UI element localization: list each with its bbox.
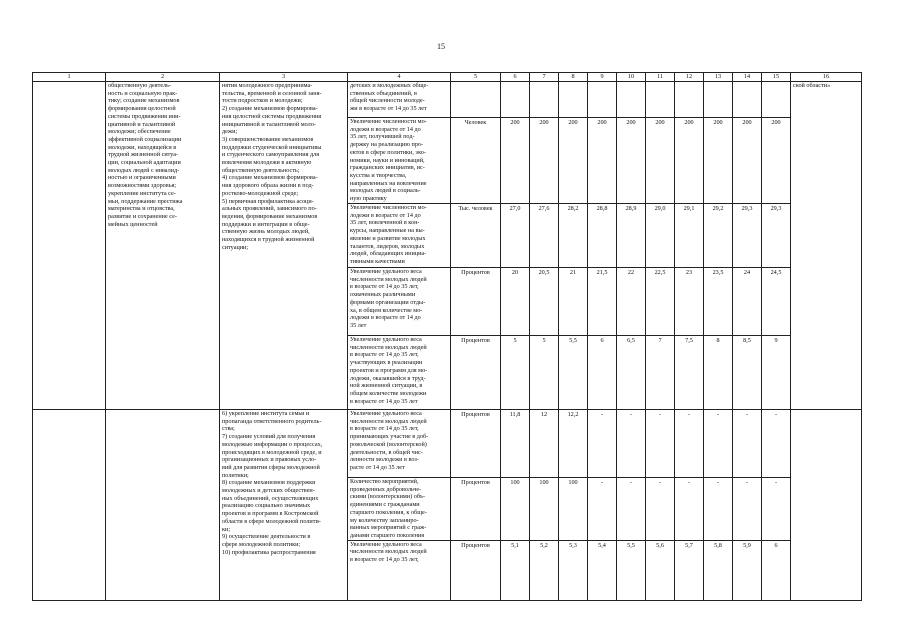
value-cell: 28,2 (559, 204, 588, 268)
page-number: 15 (437, 42, 445, 51)
value-cell: - (617, 478, 646, 541)
value-cell: 200 (762, 118, 791, 204)
value-cell: 200 (704, 118, 733, 204)
header-cell: 7 (530, 73, 559, 82)
tasks-text-cell: 6) укрепление института семьи и пропаганда ответственного родитель- ства; 7) создание условий для получения молодежью информации о процессах, происходящих в молодежной среде, и организационных и правовых усло- вий для развития сферы молодежной политики; 8) создание механизмов поддержки молодежных и детских обществен- ных объединений, осуществляющих реализацию социально значимых проектов и программ в Костромской области в сфере молодежной полити- ки; 9) осуществление деятельности в сфере молодежной политики; 10) профилактика распространения (220, 410, 348, 601)
responsible-cell: ской области» (791, 82, 862, 410)
goal-text-cell: общественную деятель- ность и социальную прак- тику; создание механизмов формирования целостной системы продвижения ини- циативной и талантливой молодежи; обеспечение эффективной социализации молодежи, находящейся в трудной жизненной ситуа- ции, социальной адаптации молодых людей с инвалид- ностью и ограниченными возможностями здоровья; укрепление института се- мьи, поддержание престижа материнства и отцовства, развитие и сохранение се- мейных ценностей (106, 82, 220, 410)
unit-cell: Человек (451, 118, 501, 204)
header-cell: 8 (559, 73, 588, 82)
value-cell: 29,2 (704, 204, 733, 268)
value-cell (704, 82, 733, 118)
value-cell (530, 82, 559, 118)
value-cell: 100 (530, 478, 559, 541)
value-cell: - (617, 410, 646, 478)
value-cell: 6 (762, 540, 791, 600)
value-cell: 22 (617, 268, 646, 336)
value-cell: 6,5 (617, 336, 646, 410)
header-cell: 15 (762, 73, 791, 82)
value-cell: 29,0 (646, 204, 675, 268)
value-cell: 100 (559, 478, 588, 541)
indicator-cell: детских и молодежных обще- ственных объединений, в общей численности молоде- жи в возрасте от 14 до 35 лет (348, 82, 451, 118)
value-cell: 200 (617, 118, 646, 204)
value-cell: 5,5 (617, 540, 646, 600)
indicator-cell: Увеличение удельного веса численности молодых людей в возрасте от 14 до 35 лет, (348, 540, 451, 600)
unit-cell: Процентов (451, 268, 501, 336)
value-cell: - (733, 410, 762, 478)
value-cell: 200 (559, 118, 588, 204)
header-cell: 6 (501, 73, 530, 82)
indicator-cell: Увеличение численности мо- лодежи в возрасте от 14 до 35 лет, получившей под- держку на реализацию про- ектов в сфере политики, эко- номики, науки и инноваций, гражданских инициатив, ис- кусства и творчества, направленных на вовлечение молодых людей в социаль- ную практику (348, 118, 451, 204)
value-cell: 5,4 (588, 540, 617, 600)
header-cell: 2 (106, 73, 220, 82)
header-cell: 5 (451, 73, 501, 82)
value-cell (733, 82, 762, 118)
unit-cell: Тыс. человек (451, 204, 501, 268)
indicator-cell: Увеличение численности мо- лодежи в возрасте от 14 до 35 лет, вовлеченной в кон- курсы, направленные на вы- явление и развитие молодых талантов, лидеров, молодых людей, обладающих инициа- тивными качествами (348, 204, 451, 268)
header-cell: 1 (33, 73, 106, 82)
value-cell: 7 (646, 336, 675, 410)
table-row (33, 410, 862, 478)
value-cell (501, 82, 530, 118)
value-cell: 5,6 (646, 540, 675, 600)
value-cell: 200 (675, 118, 704, 204)
value-cell: 200 (646, 118, 675, 204)
header-cell: 12 (675, 73, 704, 82)
value-cell: 20 (501, 268, 530, 336)
indicator-cell: Увеличение удельного веса численности молодых людей в возрасте от 14 до 35 лет, охваченных различными формами организации отды- ха, в общем количестве мо- лодежи в возрасте от 14 до 35 лет (348, 268, 451, 336)
value-cell: - (762, 478, 791, 541)
value-cell: 29,3 (762, 204, 791, 268)
value-cell (646, 82, 675, 118)
value-cell: 6 (588, 336, 617, 410)
value-cell: 28,8 (588, 204, 617, 268)
value-cell: - (704, 478, 733, 541)
header-cell: 14 (733, 73, 762, 82)
value-cell: 5,8 (704, 540, 733, 600)
value-cell (588, 82, 617, 118)
value-cell (675, 82, 704, 118)
value-cell: - (704, 410, 733, 478)
value-cell: 24 (733, 268, 762, 336)
value-cell: 22,5 (646, 268, 675, 336)
header-cell: 9 (588, 73, 617, 82)
value-cell: 28,9 (617, 204, 646, 268)
value-cell: 200 (733, 118, 762, 204)
value-cell: - (675, 410, 704, 478)
unit-cell: Процентов (451, 336, 501, 410)
header-cell: 13 (704, 73, 733, 82)
value-cell: 9 (762, 336, 791, 410)
value-cell: 12,2 (559, 410, 588, 478)
value-cell: 100 (501, 478, 530, 541)
indicator-cell: Количество мероприятий, проведенных добровольче- скими (волонтерскими) объ- единениями с гражданами старшего поколения, к обще- му количеству запланиро- ванных мероприятий с граж- данами старшего поколения (348, 478, 451, 541)
value-cell: 5,9 (733, 540, 762, 600)
value-cell: 12 (530, 410, 559, 478)
value-cell: 27,6 (530, 204, 559, 268)
value-cell: 24,5 (762, 268, 791, 336)
value-cell: 11,8 (501, 410, 530, 478)
value-cell: - (588, 410, 617, 478)
empty-cell (33, 82, 106, 410)
unit-cell (451, 82, 501, 118)
value-cell: 5 (501, 336, 530, 410)
indicator-cell: Увеличение удельного веса численности молодых людей в возрасте от 14 до 35 лет, принимающих участие в доб- ровольческой (волонтерской) деятельности, в общей чис- ленности молодежи в воз- расте от 14 до 35 лет (348, 410, 451, 478)
value-cell: 8 (704, 336, 733, 410)
unit-cell: Процентов (451, 478, 501, 541)
unit-cell: Процентов (451, 540, 501, 600)
indicators-table (32, 72, 862, 601)
header-row (33, 73, 862, 82)
indicator-cell: Увеличение удельного веса численности молодых людей в возрасте от 14 до 35 лет, участвующих в реализации проектов и программ для мо- лодежи, оказавшейся в труд- ной жизненной ситуации, в общем количестве молодежи в возрасте от 14 до 35 лет (348, 336, 451, 410)
value-cell: 21,5 (588, 268, 617, 336)
value-cell: - (646, 410, 675, 478)
value-cell (762, 82, 791, 118)
value-cell (617, 82, 646, 118)
value-cell: 20,5 (530, 268, 559, 336)
value-cell: - (646, 478, 675, 541)
unit-cell: Процентов (451, 410, 501, 478)
header-cell: 11 (646, 73, 675, 82)
header-cell: 10 (617, 73, 646, 82)
empty-cell (106, 410, 220, 601)
value-cell: 5 (530, 336, 559, 410)
value-cell: 5,2 (530, 540, 559, 600)
value-cell: - (733, 478, 762, 541)
value-cell: 29,3 (733, 204, 762, 268)
table-row (33, 82, 862, 118)
value-cell: 200 (530, 118, 559, 204)
value-cell (559, 82, 588, 118)
value-cell: 5,1 (501, 540, 530, 600)
header-cell: 3 (220, 73, 348, 82)
value-cell: 7,5 (675, 336, 704, 410)
value-cell: 23,5 (704, 268, 733, 336)
value-cell: - (588, 478, 617, 541)
value-cell: - (675, 478, 704, 541)
empty-cell (33, 410, 106, 601)
value-cell: 8,5 (733, 336, 762, 410)
value-cell: 21 (559, 268, 588, 336)
value-cell: 29,1 (675, 204, 704, 268)
value-cell: 200 (501, 118, 530, 204)
value-cell: 5,3 (559, 540, 588, 600)
empty-cell (791, 410, 862, 601)
value-cell: 5,7 (675, 540, 704, 600)
tasks-text-cell: нятия молодежного предпринима- тельства, временной и сезонной заня- тости подростков и молодежи; 2) создание механизмов формирова- ния целостной системы продвижения инициативной и талантливой моло- дежи; 3) совершенствование механизмов поддержки студенческой инициативы и студенческого самоуправления для вовлечения молодежи в активную общественную деятельность; 4) создание механизмов формирова- ния здорового образа жизни в под- ростково-молодежной среде; 5) первичная профилактика асоци- альных проявлений, зависимого по- ведения, формирование механизмов поддержки и интеграции в обще- ственную жизнь молодых людей, находящихся в трудной жизненной ситуации; (220, 82, 348, 410)
value-cell: 200 (588, 118, 617, 204)
value-cell: 27,0 (501, 204, 530, 268)
value-cell: 23 (675, 268, 704, 336)
header-cell: 16 (791, 73, 862, 82)
value-cell: 5,5 (559, 336, 588, 410)
value-cell: - (762, 410, 791, 478)
header-cell: 4 (348, 73, 451, 82)
